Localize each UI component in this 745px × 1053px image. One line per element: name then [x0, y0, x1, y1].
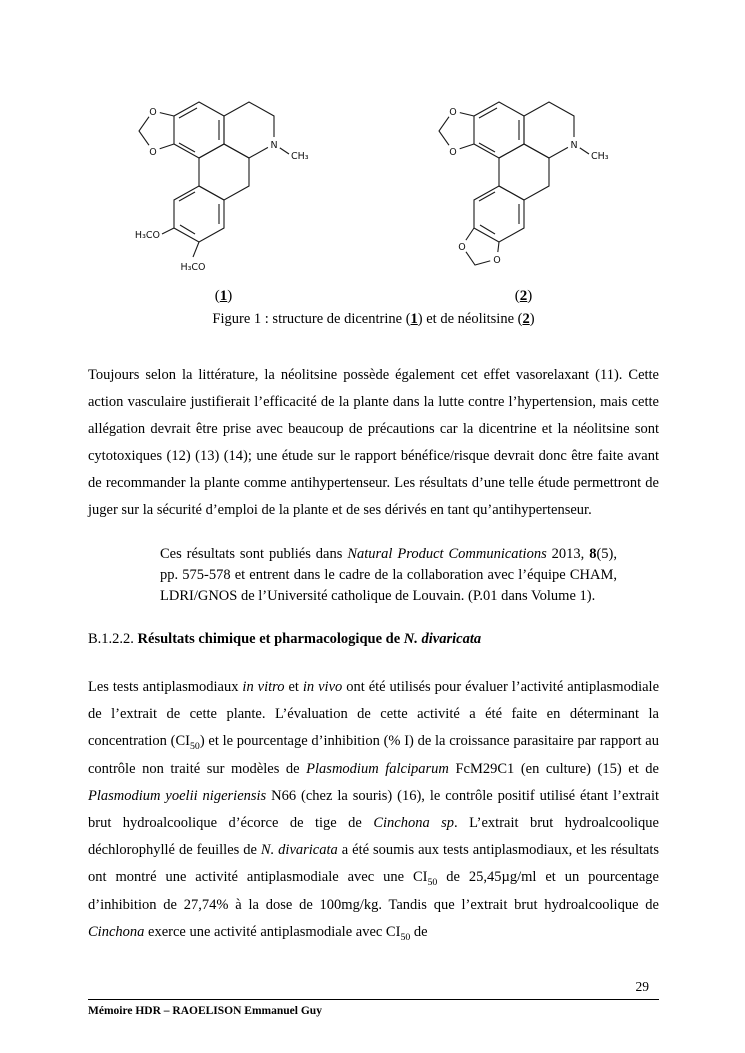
page-footer [88, 999, 659, 1017]
bond-skeleton [139, 102, 289, 257]
methoxy-bond [162, 228, 174, 234]
oxygen-atom-label: O [492, 255, 501, 266]
section-heading: B.1.2.2. Résultats chimique et pharmacologique de N. divaricata [88, 630, 482, 647]
figure-structures [88, 84, 659, 305]
double-bond-line [179, 108, 197, 118]
structure-1-label: (1) [214, 288, 233, 304]
aromatic-ring-d [174, 186, 224, 242]
nitrogen-atom-label: N [269, 140, 278, 151]
double-bond-line [479, 108, 497, 118]
dicentrine-structure-drawing [129, 84, 319, 284]
nitrogen-atom-label: N [569, 140, 578, 151]
structure-1-column [129, 84, 319, 305]
figure-caption: Figure 1 : structure de dicentrine (1) et de néolitsine (2) [212, 311, 535, 327]
oxygen-atom-label: O [148, 107, 157, 118]
figure-1 [88, 84, 659, 328]
neolitsine-structure-drawing [429, 84, 619, 284]
methoxy-bond [193, 242, 199, 257]
page-number: 29 [635, 979, 649, 994]
oxygen-atom-label: O [148, 147, 157, 158]
n-ring-b [224, 102, 274, 158]
structure-2-label: (2) [514, 288, 533, 304]
oxygen-atom-label: O [448, 147, 457, 158]
atom-labels [449, 107, 609, 266]
paragraph-antiplasmodial: Les tests antiplasmodiaux in vitro et in vivo ont été utilisés pour évaluer l’activité antiplasmodiale de l’extrait de cette plante. L’évaluation de cette activité a été faite en déterminant la concentration $(CI_{50})$ et le pourcentage d’inhibition (% I) de la croissance parasitaire par rapport au contrôle non traité sur modèles de Plasmodium falciparum FcM29C1 (en culture) (15) et de Plasmodium yoelii nigeriensis N66 (chez la souris) (16), le contrôle positif utilisé étant l’extrait brut hydroalcoolique d’écorce de tige de Cinchona sp. L’extrait brut hydroalcoolique déchlorophyllé de feuilles de N. divaricata a été soumis aux tests antiplasmodiaux, et les résultats ont montré une activité antiplasmodiale avec une $CI_{50}$ de 25,45µg/ml et un pourcentage d’inhibition de 27,74% à la dose de 100mg/kg. Tandis que l’extrait brut hydroalcoolique de Cinchona exerce une activité antiplasmodiale avec $CI_{50}$ de [88, 678, 660, 943]
central-ring-c [499, 144, 549, 200]
atom-labels [134, 107, 308, 273]
oxygen-atom-label: O [457, 242, 466, 253]
methoxy-label: H₃CO [134, 230, 160, 241]
footer-text: Mémoire HDR – RAOELISON Emmanuel Guy [88, 1005, 322, 1017]
aromatic-ring-a [174, 102, 224, 158]
n-methyl-label: CH₃ [290, 151, 309, 162]
oxygen-atom-label: O [448, 107, 457, 118]
paragraph-vasorelaxant: Toujours selon la littérature, la néolitsine possède également cet effet vasorelaxant (11). Cette action vasculaire justifierait l’efficacité de la plante dans la lutte contre l’hypertension, mais cette allégation devrait être prise avec beaucoup de précautions car la dicentrine et la néolitsine sont cytotoxiques (12) (13) (14); une étude sur le rapport bénéfice/risque devrait donc être faite avant de recommander la plante comme antihypertenseur. Les résultats d’une telle étude permettront de juger sur la sécurité d’emploi de la plante et de ses dérivés en tant qu’antihypertenseur. [88, 367, 659, 518]
atom-label-masks [446, 104, 581, 266]
aromatic-ring-a [474, 102, 524, 158]
n-methyl-label: CH₃ [590, 151, 609, 162]
n-ring-b [524, 102, 574, 158]
aromatic-ring-d [474, 186, 524, 242]
publication-note: Ces résultats sont publiés dans Natural Product Communications 2013, 8(5), pp. 575-578 et entrent dans le cadre de la collaboration avec l’équipe CHAM, LDRI/GNOS de l’Université catholique de Louvain. (P.01 dans Volume 1). [160, 545, 617, 604]
structure-2-column [429, 84, 619, 305]
central-ring-c [199, 144, 249, 200]
methoxy-label: H₃CO [179, 262, 206, 273]
